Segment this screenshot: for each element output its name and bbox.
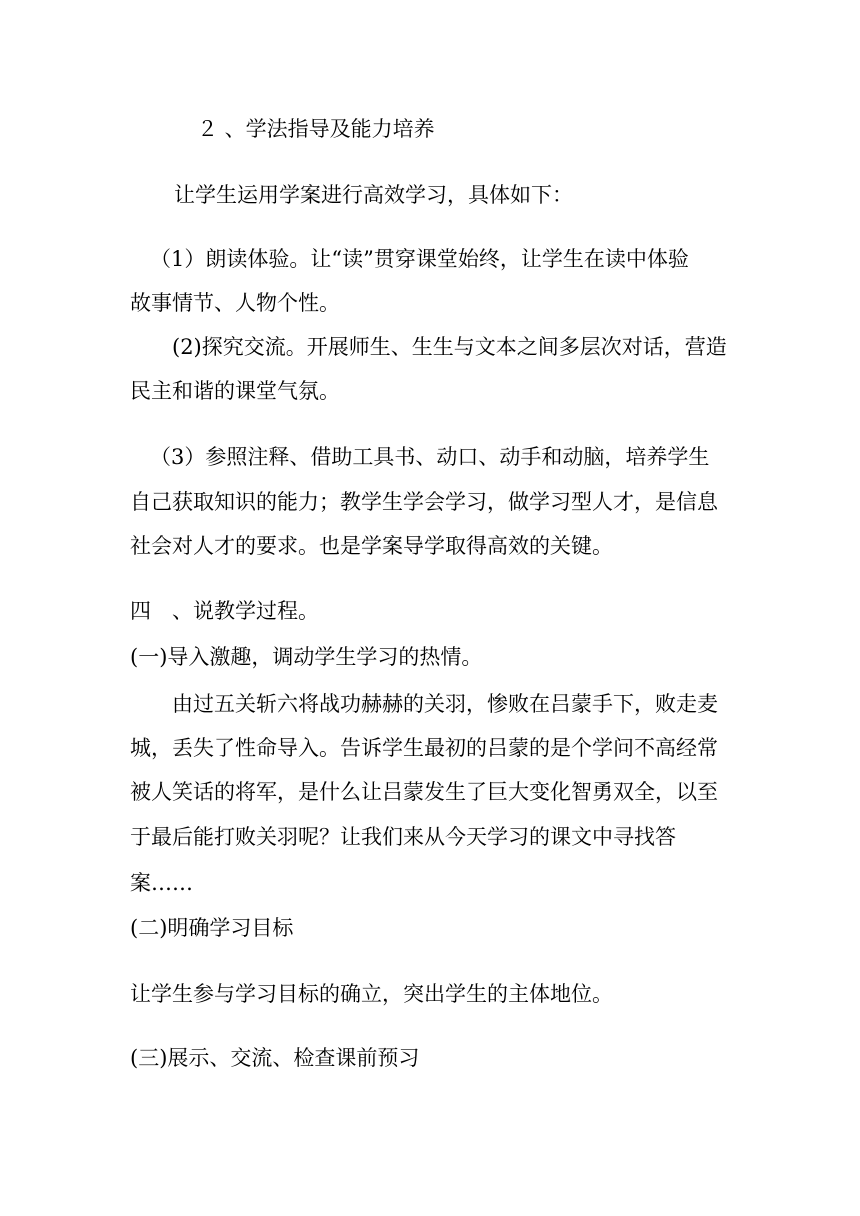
paragraph-line: 城，丢失了性命导入。告诉学生最初的吕蒙的是个学问不高经常 (130, 736, 718, 760)
paragraph-line: 被人笑话的将军，是什么让吕蒙发生了巨大变化智勇双全，以至 (130, 780, 718, 804)
subsection-heading: (一)导入激趣，调动学生学习的热情。 (130, 645, 483, 669)
paragraph-line: 让学生参与学习目标的确立，突出学生的主体地位。 (130, 982, 613, 1006)
section-heading-teaching-process: 四 、说教学过程。 (130, 599, 319, 623)
paragraph-line: （1）朗读体验。让“读”贯穿课堂始终，让学生在读中体验 (150, 247, 689, 271)
paragraph-line: 由过五关斩六将战功赫赫的关羽，惨败在吕蒙手下，败走麦 (172, 692, 718, 716)
paragraph-line: 民主和谐的课堂气氛。 (130, 379, 340, 403)
paragraph-line: 故事情节、人物个性。 (130, 291, 340, 315)
paragraph-line: (2)探究交流。开展师生、生生与文本之间多层次对话，营造 (172, 335, 727, 359)
paragraph-line: 自己获取知识的能力；教学生学会学习，做学习型人才，是信息 (130, 490, 718, 514)
paragraph-line: （3）参照注释、借助工具书、动口、动手和动脑，培养学生 (150, 445, 710, 469)
paragraph-line: 于最后能打败关羽呢？让我们来从今天学习的课文中寻找答 (130, 825, 676, 849)
section-heading-study-method: ２ 、学法指导及能力培养 (197, 117, 435, 141)
paragraph-line: 让学生运用学案进行高效学习，具体如下： (174, 183, 573, 207)
subsection-heading: (二)明确学习目标 (130, 916, 294, 940)
paragraph-line: 案…… (130, 871, 193, 895)
paragraph-line: 社会对人才的要求。也是学案导学取得高效的关键。 (130, 534, 613, 558)
subsection-heading: (三)展示、交流、检查课前预习 (130, 1046, 420, 1070)
